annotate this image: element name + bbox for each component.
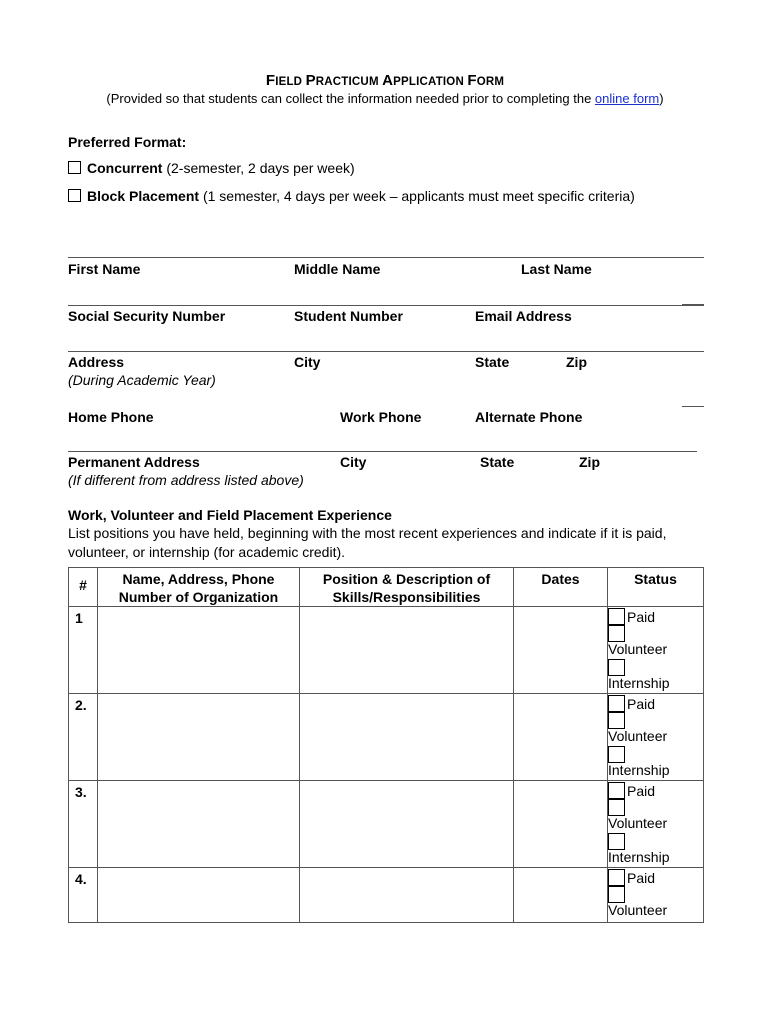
preferred-format-heading: Preferred Format:	[68, 134, 187, 150]
option-block-placement[interactable]: Block Placement (1 semester, 4 days per week – applicants must meet specific criteria)	[68, 188, 635, 204]
col-dates-header: Dates	[514, 568, 608, 607]
organization-cell[interactable]	[98, 781, 300, 868]
divider	[68, 257, 704, 258]
status-cell: Paid Volunteer	[608, 868, 704, 923]
concurrent-checkbox[interactable]	[68, 161, 81, 174]
dates-cell[interactable]	[514, 694, 608, 781]
position-cell[interactable]	[300, 694, 514, 781]
col-organization-header: Name, Address, Phone Number of Organization	[98, 568, 300, 607]
internship-checkbox[interactable]	[608, 833, 625, 850]
permanent-address-note: (If different from address listed above)	[68, 472, 304, 488]
state-label: State	[475, 354, 510, 370]
last-name-label: Last Name	[521, 261, 592, 277]
divider	[68, 351, 704, 352]
experience-table	[68, 567, 704, 923]
organization-cell[interactable]	[98, 694, 300, 781]
divider	[68, 451, 697, 452]
permanent-state-label: State	[480, 454, 515, 470]
address-note: (During Academic Year)	[68, 372, 216, 388]
status-cell: Paid Volunteer Internship	[608, 607, 704, 694]
volunteer-checkbox[interactable]	[608, 712, 625, 729]
email-label: Email Address	[475, 308, 572, 324]
paid-checkbox[interactable]	[608, 869, 625, 886]
table-row	[69, 607, 704, 694]
table-row	[69, 868, 704, 923]
divider	[682, 406, 704, 407]
address-label: Address	[68, 354, 125, 370]
table-row	[69, 781, 704, 868]
internship-checkbox[interactable]	[608, 659, 625, 676]
experience-instructions: List positions you have held, beginning with the most recent experiences and indicate if it is paid, volunteer, or internship (for academic credit).	[68, 525, 667, 560]
experience-heading: Work, Volunteer and Field Placement Experience	[68, 507, 392, 523]
dates-cell[interactable]	[514, 607, 608, 694]
col-status-header: Status	[608, 568, 704, 607]
alternate-phone-label: Alternate Phone	[475, 409, 583, 425]
row-number: 1	[69, 607, 98, 694]
work-phone-label: Work Phone	[340, 409, 422, 425]
position-cell[interactable]	[300, 781, 514, 868]
row-number: 2.	[69, 694, 98, 781]
middle-name-label: Middle Name	[294, 261, 381, 277]
option-concurrent[interactable]: Concurrent (2-semester, 2 days per week)	[68, 160, 355, 176]
row-number: 3.	[69, 781, 98, 868]
permanent-address-label: Permanent Address	[68, 454, 200, 470]
online-form-link[interactable]: online form	[594, 91, 660, 106]
col-number-header: #	[69, 568, 98, 607]
position-cell[interactable]	[300, 607, 514, 694]
organization-cell[interactable]	[98, 607, 300, 694]
internship-checkbox[interactable]	[608, 746, 625, 763]
volunteer-checkbox[interactable]	[608, 625, 625, 642]
dates-cell[interactable]	[514, 868, 608, 923]
block-placement-checkbox[interactable]	[68, 189, 81, 202]
ssn-label: Social Security Number	[68, 308, 226, 324]
divider	[68, 305, 704, 306]
paid-checkbox[interactable]	[608, 782, 625, 799]
student-number-label: Student Number	[294, 308, 403, 324]
status-cell: Paid Volunteer Internship	[608, 694, 704, 781]
organization-cell[interactable]	[98, 868, 300, 923]
permanent-zip-label: Zip	[579, 454, 600, 470]
volunteer-checkbox[interactable]	[608, 886, 625, 903]
volunteer-checkbox[interactable]	[608, 799, 625, 816]
paid-checkbox[interactable]	[608, 695, 625, 712]
zip-label: Zip	[566, 354, 587, 370]
col-position-header: Position & Description of Skills/Responsibilities	[300, 568, 514, 607]
dates-cell[interactable]	[514, 781, 608, 868]
position-cell[interactable]	[300, 868, 514, 923]
status-cell: Paid Volunteer Internship	[608, 781, 704, 868]
paid-checkbox[interactable]	[608, 608, 625, 625]
row-number: 4.	[69, 868, 98, 923]
first-name-label: First Name	[68, 261, 141, 277]
home-phone-label: Home Phone	[68, 409, 154, 425]
city-label: City	[294, 354, 321, 370]
form-title: FIELD PRACTICUM APPLICATION FORM	[265, 72, 505, 89]
table-header-row	[69, 568, 704, 607]
permanent-city-label: City	[340, 454, 367, 470]
form-subtitle: (Provided so that students can collect the information needed prior to completing the online form)	[106, 91, 664, 106]
table-row	[69, 694, 704, 781]
